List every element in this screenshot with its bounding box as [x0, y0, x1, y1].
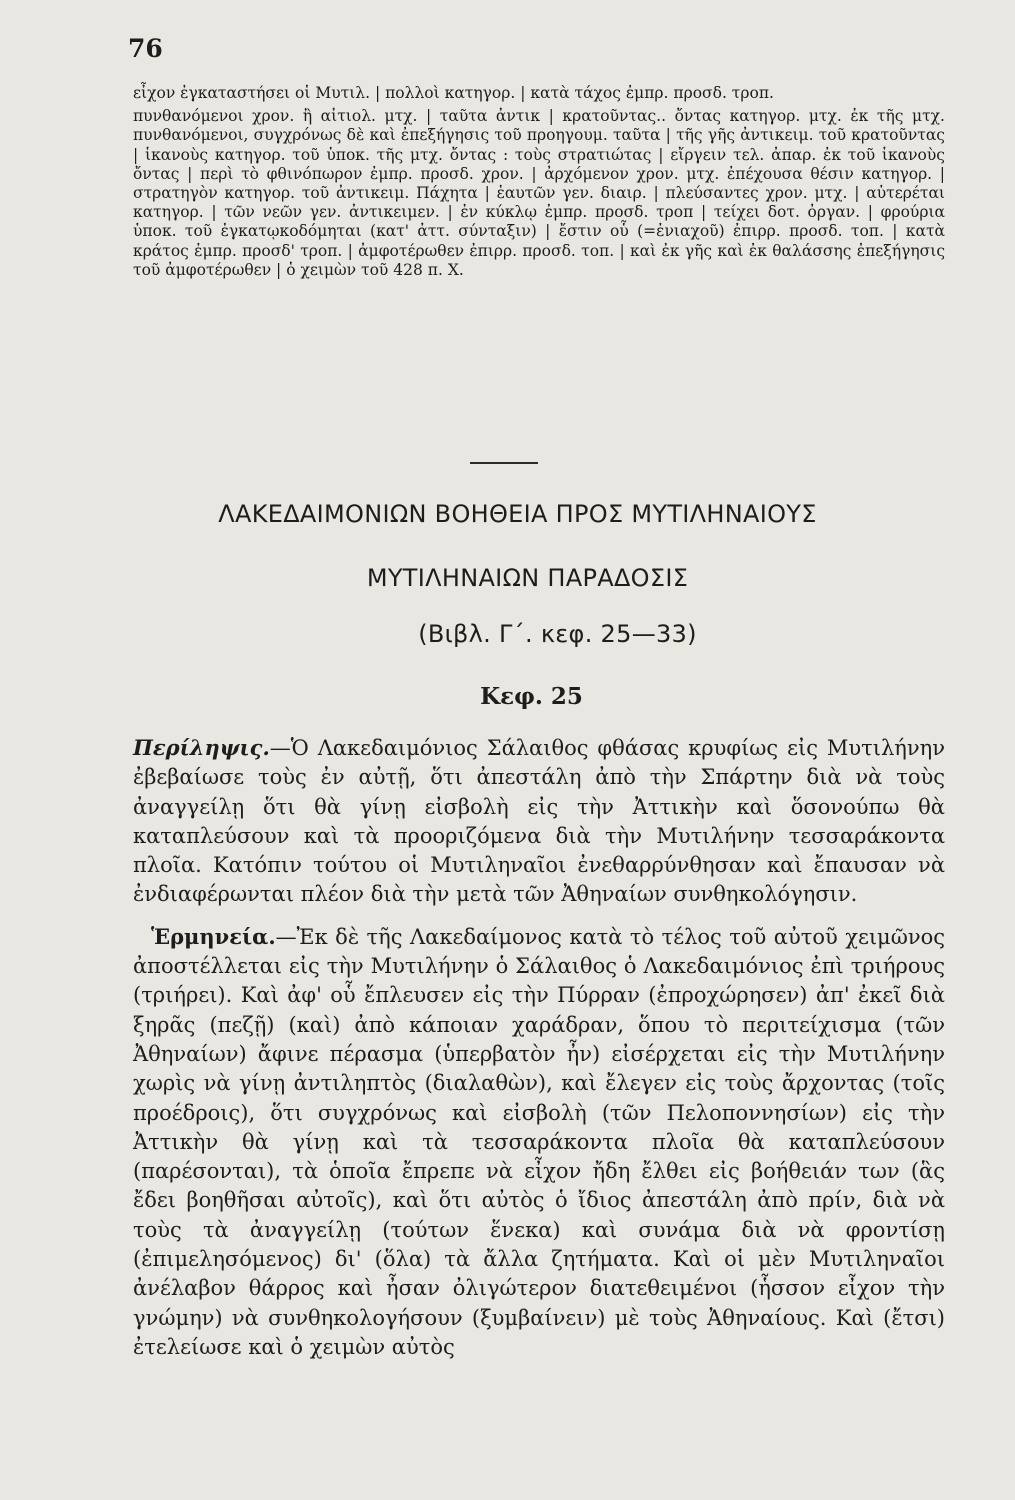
chapter-body [133, 733, 945, 1362]
section-title: ΛΑΚΕΔΑΙΜΟΝΙΩΝ ΒΟΗΘΕΙΑ ΠΡΟΣ ΜΥΤΙΛΗΝΑΙΟΥΣ [218, 500, 817, 528]
summary-paragraph [133, 733, 945, 910]
section-divider [470, 462, 538, 464]
summary-text: —Ὁ Λακεδαιμόνιος Σάλαιθος φθάσας κρυφίως εἰς Μυτιλήνην ἐβεβαίωσε τοὺς ἐν αὐτῇ, ὅτι ἀπεστάλη ἀπὸ τὴν Σπάρτην διὰ νὰ τοὺς ἀναγγείλῃ ὅτι θὰ γίνῃ εἰσβολὴ εἰς τὴν Ἀττικὴν καὶ ὅσονούπω θὰ καταπλεύσουν καὶ τὰ προοριζόμενα διὰ τὴν Μυτιλήνην τεσσαράκοντα πλοῖα. Κατόπιν τούτου οἱ Μυτιληναῖοι ἐνεθαρρύνθησαν καὶ ἔπαυσαν νὰ ἐνδιαφέρωνται πλέον διὰ τὴν μετὰ τῶν Ἀθηναίων συνθηκολόγησιν. [133, 736, 945, 907]
section-subtitle: ΜΥΤΙΛΗΝΑΙΩΝ ΠΑΡΑΔΟΣΙΣ [366, 564, 689, 592]
interpretation-label: Ἑρμηνεία. [151, 923, 276, 949]
page-number: 76 [128, 34, 163, 63]
interpretation-paragraph [133, 922, 945, 1362]
book-reference: (Βιβλ. Γ΄. κεφ. 25—33) [418, 620, 697, 648]
interpretation-text: —Ἐκ δὲ τῆς Λακεδαίμονος κατὰ τὸ τέλος τοῦ αὐτοῦ χειμῶνος ἀποστέλλεται εἰς τὴν Μυτιλήνην ὁ Σάλαιθος ὁ Λακεδαιμόνιος ἐπὶ τριήρους (τριήρει). Καὶ ἀφ' οὗ ἔπλευσεν εἰς τὴν Πύρραν (ἐπροχώρησεν) ἀπ' ἐκεῖ διὰ ξηρᾶς (πεζῇ) (καὶ) ἀπὸ κάποιαν χαράδραν, ὅπου τὸ περιτείχισμα (τῶν Ἀθηναίων) ἄφινε πέρασμα (ὑπερβατὸν ἦν) εἰσέρχεται εἰς τὴν Μυτιλήνην χωρὶς νὰ γίνῃ ἀντιληπτὸς (διαλαθὼν), καὶ ἔλεγεν εἰς τοὺς ἄρχοντας (τοῖς προέδροις), ὅτι συγχρόνως καὶ εἰσβολὴ (τῶν Πελοποννησίων) εἰς τὴν Ἀττικὴν θὰ γίνῃ καὶ τὰ τεσσαράκοντα πλοῖα θὰ καταπλεύσουν (παρέσονται), τὰ ὁποῖα ἔπρεπε νὰ εἶχον ἤδη ἔλθει εἰς βοήθειάν των (ἃς ἔδει βοηθῆσαι αὐτοῖς), καὶ ὅτι αὐτὸς ὁ ἴδιος ἀπεστάλη ἀπὸ πρίν, διὰ νὰ τοὺς τὰ ἀναγγείλῃ (τούτων ἕνεκα) καὶ συνάμα διὰ νὰ φροντίσῃ (ἐπιμελησόμενος) δι' (ὅλα) τὰ ἄλλα ζητήματα. Καὶ οἱ μὲν Μυτιληναῖοι ἀνέλαβον θάρρος καὶ ἦσαν ὀλιγώτερον διατεθειμένοι (ἧσσον εἶχον τὴν γνώμην) νὰ συνθηκολογήσουν (ξυμβαίνειν) μὲ τοὺς Ἀθηναίους. Καὶ (ἔτσι) ἐτελείωσε καὶ ὁ χειμὼν αὐτὸς [133, 924, 945, 1359]
summary-label: Περίληψις. [133, 735, 270, 760]
notes-body: πυνθανόμενοι χρον. ἢ αἰτιολ. μτχ. | ταῦτα ἀντικ | κρατοῦντας.. ὄντας κατηγορ. μτχ. ἐκ τῆς μτχ. πυνθανόμενοι, συγχρόνως δὲ καὶ ἐπεξήγησις τοῦ προηγουμ. ταῦτα | τῆς γῆς ἀντικειμ. τοῦ κρατοῦντας | ἱκανοὺς κατηγορ. τοῦ ὑποκ. τῆς μτχ. ὄντας : τοὺς στρατιώτας | εἴργειν τελ. ἀπαρ. ἐκ τοῦ ἱκανοὺς ὄντας | περὶ τὸ φθινόπωρον ἐμπρ. προσδ. χρον. | ἀρχόμενον χρον. μτχ. ἐπέχουσα θέσιν κατηγορ. | στρατηγὸν κατηγορ. τοῦ ἀντικειμ. Πάχητα | ἑαυτῶν γεν. διαιρ. | πλεύσαντες χρον. μτχ. | αὐτερέται κατηγορ. | τῶν νεῶν γεν. ἀντικειμεν. | ἐν κύκλῳ ἐμπρ. προσδ. τροπ | τείχει δοτ. ὀργαν. | φρούρια ὑποκ. τοῦ ἐγκατῳκοδόμηται (κατ' ἀττ. σύνταξιν) | ἔστιν οὗ (=ἐνιαχοῦ) ἐπιρρ. προσδ. τοπ. | κατὰ κράτος ἐμπρ. προσδ' τροπ. | ἀμφοτέρωθεν ἐπιρρ. προσδ. τοπ. | καὶ ἐκ γῆς καὶ ἐκ θαλάσσης ἐπεξήγησις τοῦ ἀμφοτέρωθεν | ὁ χειμὼν τοῦ 428 π. Χ. [133, 107, 945, 279]
chapter-heading: Κεφ. 25 [480, 683, 583, 710]
notes-lead: εἶχον ἐγκαταστήσει οἱ Μυτιλ. | πολλοὶ κατηγορ. | κατὰ τάχος ἐμπρ. προσδ. τροπ. [133, 84, 774, 102]
grammar-notes [133, 84, 945, 280]
